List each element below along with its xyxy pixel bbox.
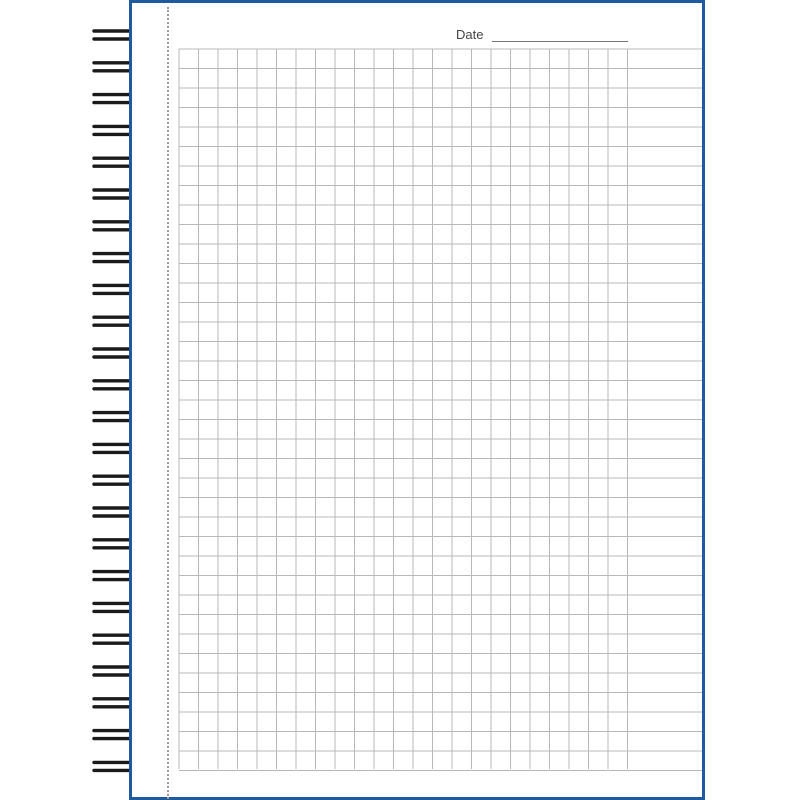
date-label: Date (456, 27, 484, 42)
notebook-page (129, 0, 705, 800)
graph-grid (132, 3, 702, 797)
